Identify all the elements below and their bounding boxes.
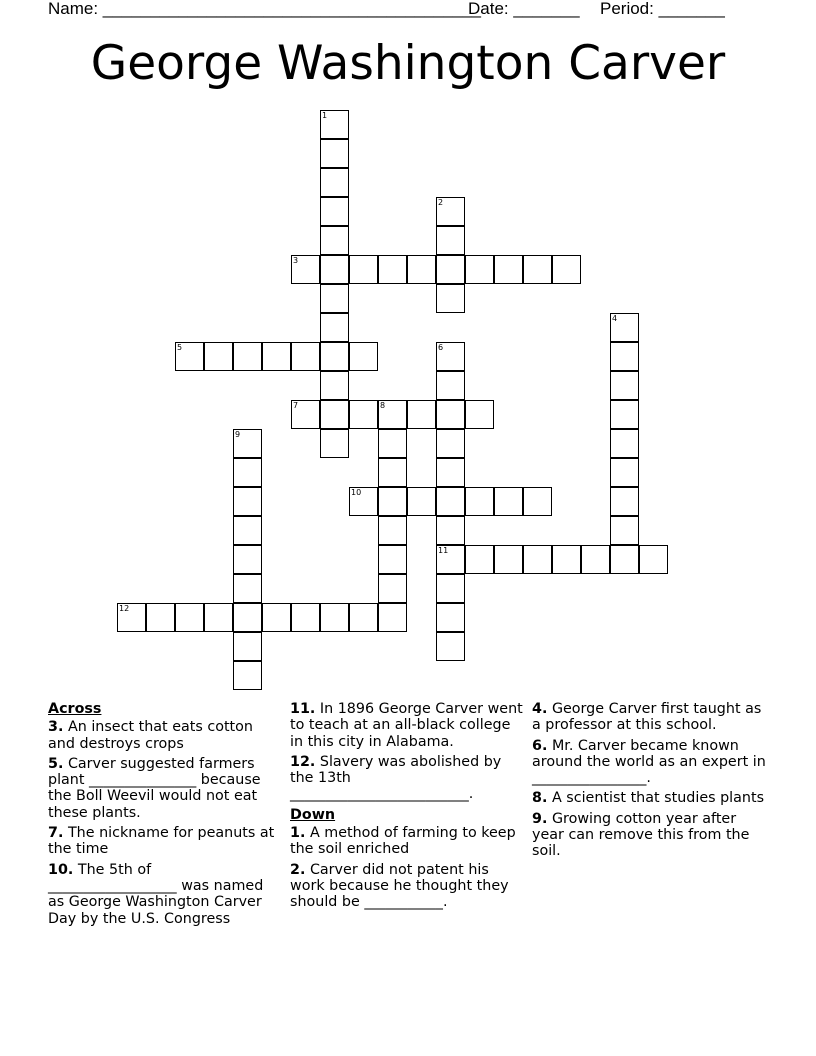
clue-across-3: 3. An insect that eats cotton and destroys crops bbox=[48, 719, 253, 752]
grid-cell[interactable] bbox=[436, 284, 465, 313]
grid-cell[interactable] bbox=[436, 400, 465, 429]
grid-cell[interactable] bbox=[610, 371, 639, 400]
grid-cell[interactable] bbox=[320, 400, 349, 429]
grid-cell[interactable] bbox=[320, 603, 349, 632]
name-field[interactable]: Name: ________________________________________ bbox=[48, 0, 481, 18]
grid-cell[interactable] bbox=[233, 545, 262, 574]
grid-cell[interactable] bbox=[349, 255, 378, 284]
grid-cell[interactable] bbox=[610, 429, 639, 458]
grid-cell[interactable] bbox=[320, 139, 349, 168]
grid-cell[interactable] bbox=[378, 516, 407, 545]
grid-cell[interactable] bbox=[436, 458, 465, 487]
grid-cell[interactable] bbox=[233, 458, 262, 487]
clue-number: 3 bbox=[293, 256, 299, 265]
grid-cell[interactable] bbox=[436, 429, 465, 458]
grid-cell[interactable] bbox=[378, 487, 407, 516]
across-heading: Across bbox=[48, 701, 102, 717]
grid-cell[interactable] bbox=[436, 574, 465, 603]
grid-cell[interactable] bbox=[436, 603, 465, 632]
grid-cell[interactable] bbox=[610, 400, 639, 429]
grid-cell[interactable] bbox=[378, 400, 407, 429]
grid-cell[interactable] bbox=[291, 255, 320, 284]
grid-cell[interactable] bbox=[436, 342, 465, 371]
grid-cell[interactable] bbox=[407, 487, 436, 516]
grid-cell[interactable] bbox=[233, 603, 262, 632]
clue-number: 4 bbox=[612, 314, 618, 323]
grid-cell[interactable] bbox=[262, 342, 291, 371]
grid-cell[interactable] bbox=[378, 429, 407, 458]
grid-cell[interactable] bbox=[378, 574, 407, 603]
down-heading: Down bbox=[290, 806, 336, 823]
grid-cell[interactable] bbox=[436, 226, 465, 255]
grid-cell[interactable] bbox=[320, 313, 349, 342]
clues-column-2 bbox=[290, 701, 526, 915]
grid-cell[interactable] bbox=[233, 342, 262, 371]
grid-cell[interactable] bbox=[233, 487, 262, 516]
grid-cell[interactable] bbox=[378, 545, 407, 574]
grid-cell[interactable] bbox=[436, 197, 465, 226]
grid-cell[interactable] bbox=[523, 545, 552, 574]
clue-down-6: 6. Mr. Carver became known around the world as an expert in ________________. bbox=[532, 737, 766, 787]
clue-down-9: 9. Growing cotton year after year can remove this from the soil. bbox=[532, 810, 750, 860]
clue-number: 2 bbox=[438, 198, 444, 207]
clues-column-1 bbox=[48, 701, 284, 931]
clue-across-5: 5. Carver suggested farmers plant _______________ because the Boll Weevil would not eat these plants. bbox=[48, 755, 261, 821]
page-title: George Washington Carver bbox=[90, 36, 726, 91]
grid-cell[interactable] bbox=[552, 255, 581, 284]
clue-number: 9 bbox=[235, 430, 241, 439]
grid-cell[interactable] bbox=[378, 255, 407, 284]
grid-cell[interactable] bbox=[349, 603, 378, 632]
grid-cell[interactable] bbox=[523, 487, 552, 516]
clue-down-4: 4. George Carver first taught as a professor at this school. bbox=[532, 701, 762, 734]
grid-cell[interactable] bbox=[610, 487, 639, 516]
grid-cell[interactable] bbox=[349, 342, 378, 371]
clue-down-8: 8. A scientist that studies plants bbox=[532, 790, 765, 807]
grid-cell[interactable] bbox=[320, 110, 349, 139]
grid-cell[interactable] bbox=[436, 516, 465, 545]
clue-across-11: 11. In 1896 George Carver went to teach at an all-black college in this city in Alabama. bbox=[290, 701, 523, 750]
grid-cell[interactable] bbox=[610, 313, 639, 342]
grid-cell[interactable] bbox=[117, 603, 146, 632]
grid-cell[interactable] bbox=[146, 603, 175, 632]
grid-cell[interactable] bbox=[523, 255, 552, 284]
grid-cell[interactable] bbox=[465, 487, 494, 516]
grid-cell[interactable] bbox=[291, 342, 320, 371]
grid-cell[interactable] bbox=[320, 284, 349, 313]
grid-cell[interactable] bbox=[291, 603, 320, 632]
grid-cell[interactable] bbox=[436, 487, 465, 516]
clue-across-12: 12. Slavery was abolished by the 13th _________________________. bbox=[290, 753, 502, 803]
grid-cell[interactable] bbox=[465, 400, 494, 429]
grid-cell[interactable] bbox=[610, 458, 639, 487]
grid-cell[interactable] bbox=[436, 545, 465, 574]
grid-cell[interactable] bbox=[320, 429, 349, 458]
grid-cell[interactable] bbox=[320, 197, 349, 226]
grid-cell[interactable] bbox=[320, 371, 349, 400]
grid-cell[interactable] bbox=[407, 400, 436, 429]
grid-cell[interactable] bbox=[407, 255, 436, 284]
grid-cell[interactable] bbox=[378, 603, 407, 632]
grid-cell[interactable] bbox=[494, 545, 523, 574]
grid-cell[interactable] bbox=[320, 226, 349, 255]
grid-cell[interactable] bbox=[610, 545, 639, 574]
grid-cell[interactable] bbox=[436, 371, 465, 400]
clue-number: 1 bbox=[322, 111, 328, 120]
grid-cell[interactable] bbox=[494, 487, 523, 516]
grid-cell[interactable] bbox=[552, 545, 581, 574]
grid-cell[interactable] bbox=[204, 342, 233, 371]
grid-cell[interactable] bbox=[378, 458, 407, 487]
grid-cell[interactable] bbox=[233, 516, 262, 545]
clue-down-1: 1. A method of farming to keep the soil enriched bbox=[290, 825, 516, 858]
clue-number: 12 bbox=[119, 604, 130, 613]
clue-number: 8 bbox=[380, 401, 386, 410]
grid-cell[interactable] bbox=[291, 400, 320, 429]
grid-cell[interactable] bbox=[349, 400, 378, 429]
grid-cell[interactable] bbox=[349, 487, 378, 516]
grid-cell[interactable] bbox=[175, 342, 204, 371]
clue-across-10: 10. The 5th of __________________ was named as George Washington Carver Day by the U.S. Congress bbox=[48, 861, 264, 927]
grid-cell[interactable] bbox=[233, 574, 262, 603]
grid-cell[interactable] bbox=[233, 429, 262, 458]
clue-number: 5 bbox=[177, 343, 183, 352]
grid-cell[interactable] bbox=[436, 255, 465, 284]
grid-cell[interactable] bbox=[320, 342, 349, 371]
clue-across-7: 7. The nickname for peanuts at the time bbox=[48, 825, 275, 858]
clue-number: 10 bbox=[351, 488, 362, 497]
grid-cell[interactable] bbox=[262, 603, 291, 632]
grid-cell[interactable] bbox=[204, 603, 233, 632]
grid-cell[interactable] bbox=[639, 545, 668, 574]
grid-cell[interactable] bbox=[320, 168, 349, 197]
grid-cell[interactable] bbox=[320, 255, 349, 284]
grid-cell[interactable] bbox=[610, 342, 639, 371]
grid-cell[interactable] bbox=[581, 545, 610, 574]
clue-down-2: 2. Carver did not patent his work because he thought they should be ___________. bbox=[290, 861, 509, 911]
grid-cell[interactable] bbox=[436, 632, 465, 661]
period-field[interactable]: Period: _______ bbox=[600, 0, 725, 18]
grid-cell[interactable] bbox=[465, 255, 494, 284]
clue-number: 6 bbox=[438, 343, 444, 352]
grid-cell[interactable] bbox=[610, 516, 639, 545]
grid-cell[interactable] bbox=[175, 603, 204, 632]
grid-cell[interactable] bbox=[494, 255, 523, 284]
clues-column-3 bbox=[532, 701, 768, 864]
date-field[interactable]: Date: _______ bbox=[468, 0, 580, 18]
clue-number: 11 bbox=[438, 546, 449, 555]
clue-number: 7 bbox=[293, 401, 299, 410]
grid-cell[interactable] bbox=[465, 545, 494, 574]
grid-cell[interactable] bbox=[233, 661, 262, 690]
grid-cell[interactable] bbox=[233, 632, 262, 661]
